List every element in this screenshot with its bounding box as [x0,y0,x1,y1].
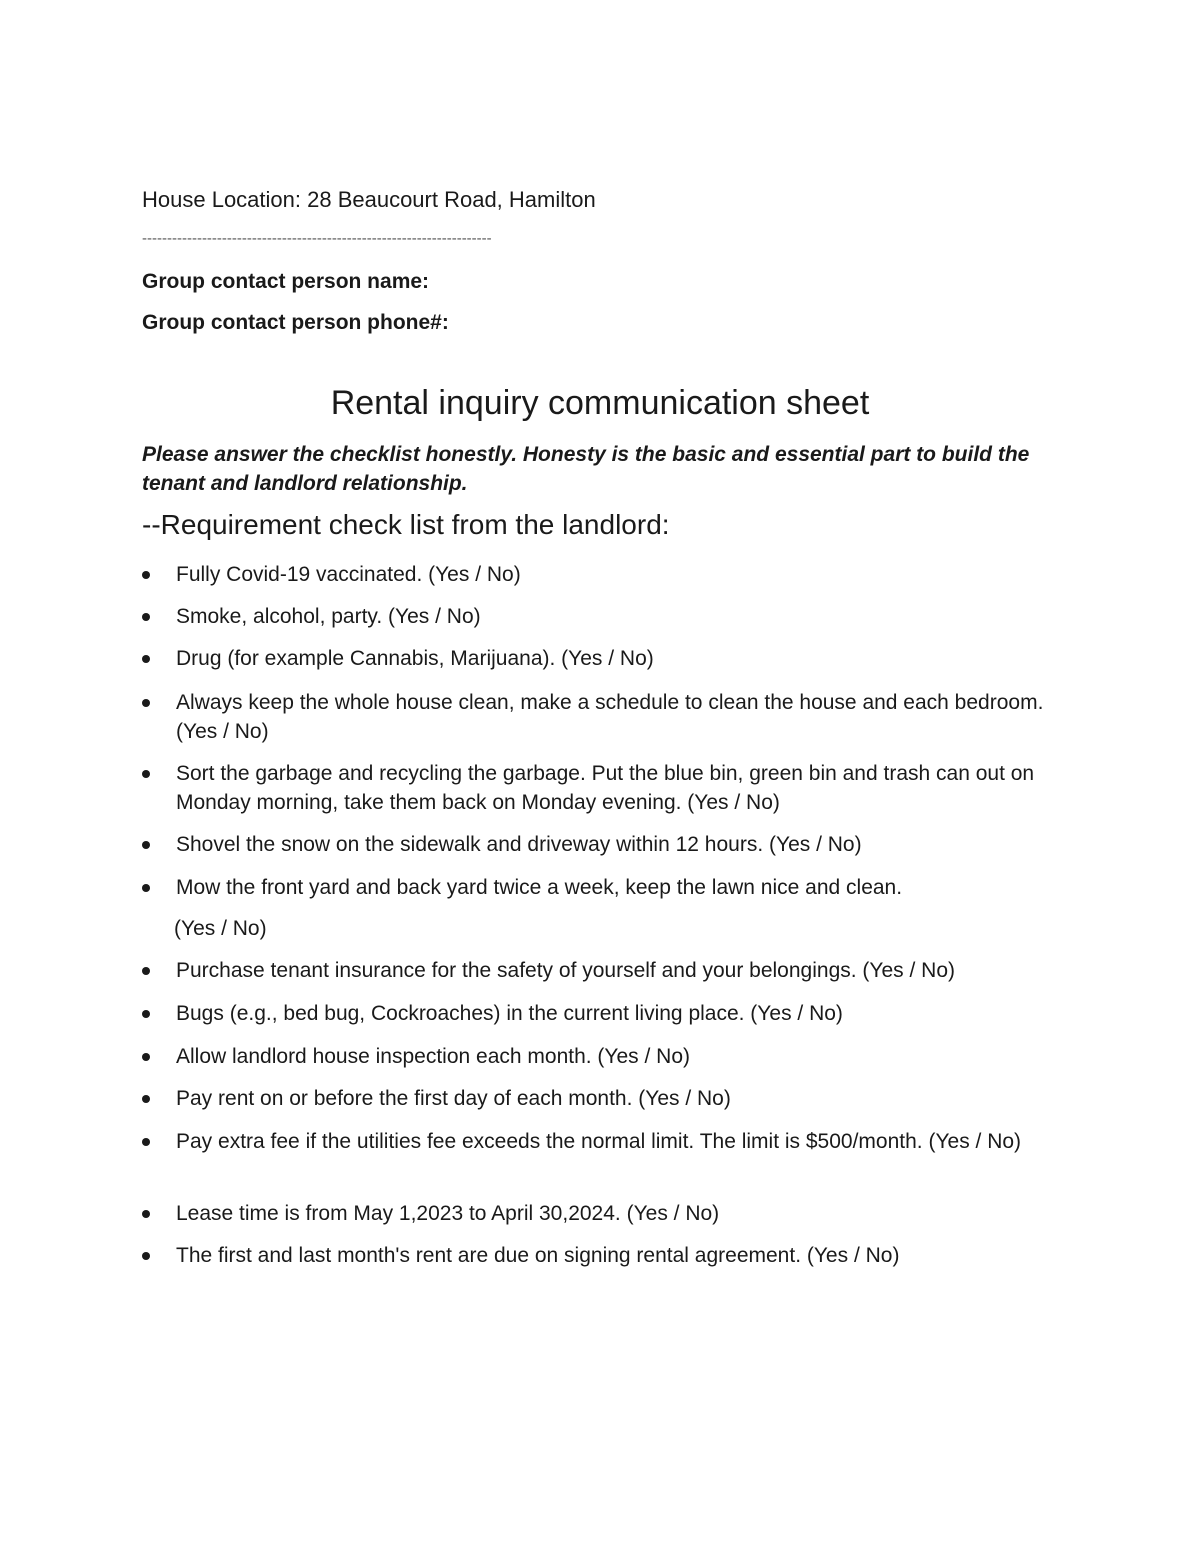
list-item: Lease time is from May 1,2023 to April 30,2024. (Yes / No) [176,1202,720,1225]
bullet-icon [142,1095,150,1103]
bullet-icon [142,1138,150,1146]
bullet-icon [142,967,150,975]
bullet-icon [142,1210,150,1218]
list-item: Pay extra fee if the utilities fee exceeds the normal limit. The limit is $500/month. (Yes / No) [176,1130,1022,1153]
list-item: The first and last month's rent are due on signing rental agreement. (Yes / No) [176,1244,900,1267]
page-title: Rental inquiry communication sheet [330,384,870,422]
contact-name-label: Group contact person name: [142,270,430,293]
list-item: Pay rent on or before the first day of each month. (Yes / No) [176,1087,731,1110]
list-item-continuation: (Yes / No) [174,917,267,940]
bullet-icon [142,884,150,892]
list-item: Allow landlord house inspection each month. (Yes / No) [176,1045,691,1068]
list-item: Fully Covid-19 vaccinated. (Yes / No) [176,563,521,586]
house-location: House Location: 28 Beaucourt Road, Hamilton [142,187,596,212]
contact-phone-label: Group contact person phone#: [142,311,449,334]
bullet-icon [142,1252,150,1260]
bullet-icon [142,770,150,778]
list-item: Purchase tenant insurance for the safety of yourself and your belongings. (Yes / No) [176,959,956,982]
list-item: Mow the front yard and back yard twice a week, keep the lawn nice and clean. [176,876,903,899]
list-item: Shovel the snow on the sidewalk and driveway within 12 hours. (Yes / No) [176,833,862,856]
bullet-icon [142,699,150,707]
bullet-icon [142,841,150,849]
bullet-icon [142,571,150,579]
bullet-icon [142,655,150,663]
list-item: Sort the garbage and recycling the garbage. Put the blue bin, green bin and trash can out on Monday morning, take them back on Monday evening. (Yes / No) [176,762,1035,814]
list-item: Drug (for example Cannabis, Marijuana). (Yes / No) [176,647,654,670]
list-item: Bugs (e.g., bed bug, Cockroaches) in the current living place. (Yes / No) [176,1002,843,1025]
checklist-heading: --Requirement check list from the landlord: [142,509,670,540]
bullet-icon [142,1010,150,1018]
list-item: Smoke, alcohol, party. (Yes / No) [176,605,481,628]
list-item: Always keep the whole house clean, make a schedule to clean the house and each bedroom. (Yes / No) [176,691,1044,743]
bullet-icon [142,1053,150,1061]
bullet-icon [142,613,150,621]
divider-line: ---------------------------------------------------------------------- [142,230,492,247]
honesty-note: Please answer the checklist honestly. Honesty is the basic and essential part to build the tenant and landlord relationship. [142,443,1030,495]
